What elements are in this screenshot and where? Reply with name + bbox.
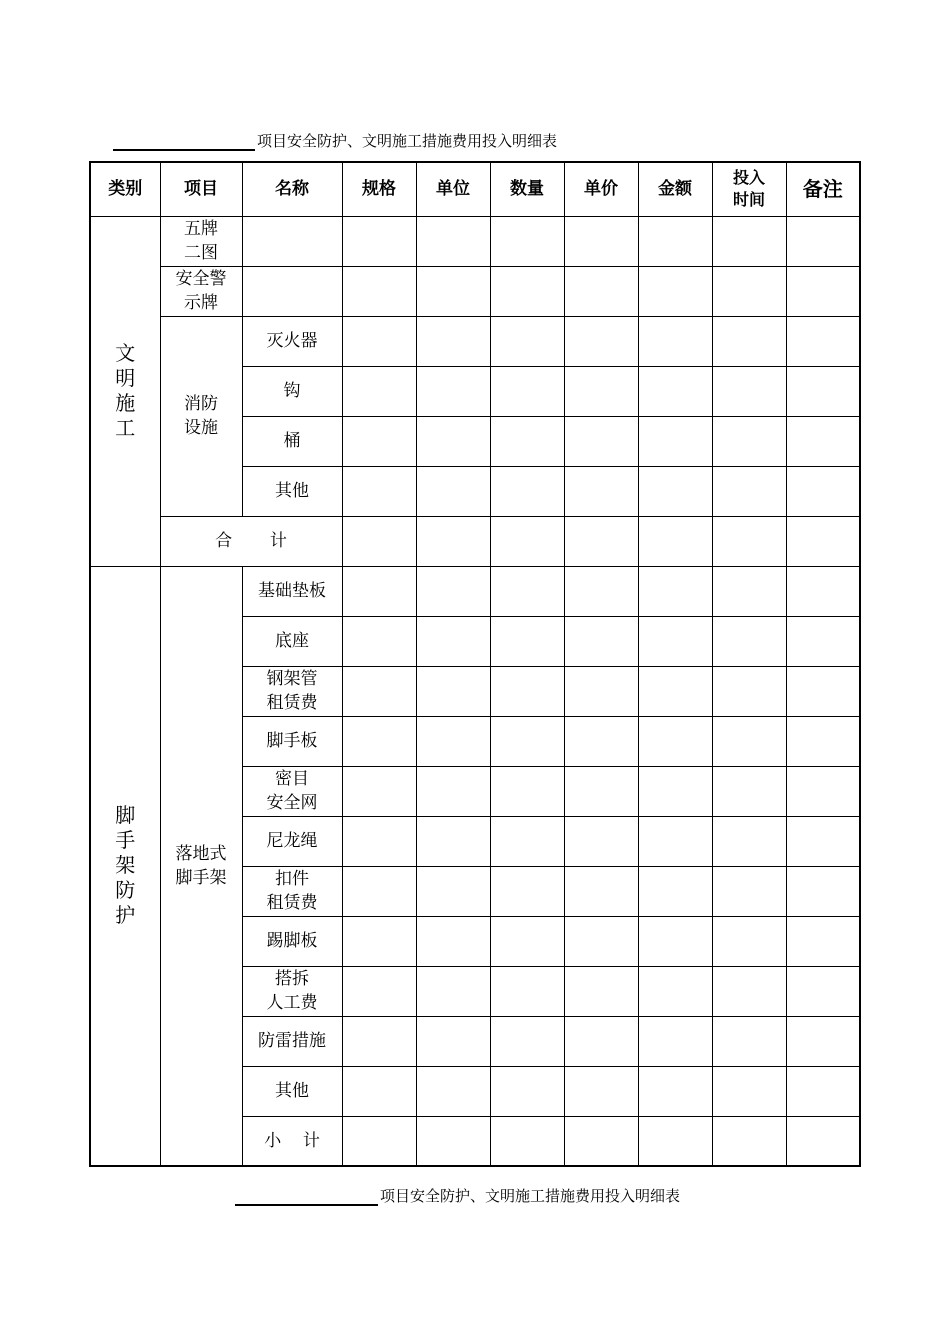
category-label: 脚手架防护: [115, 802, 136, 927]
name-line: 搭拆: [275, 969, 309, 989]
cell-amount[interactable]: [638, 416, 712, 466]
cell-unit-price[interactable]: [564, 216, 638, 266]
cell-amount[interactable]: [638, 616, 712, 666]
cell-spec[interactable]: [342, 916, 416, 966]
name-line: 底座: [275, 631, 309, 651]
cell-invest-time[interactable]: [712, 216, 786, 266]
cell-unit-price[interactable]: [564, 1016, 638, 1066]
cell-remarks[interactable]: [786, 766, 860, 816]
cell-quantity[interactable]: [490, 366, 564, 416]
cell-unit[interactable]: [416, 866, 490, 916]
cell-invest-time[interactable]: [712, 766, 786, 816]
cell-remarks[interactable]: [786, 916, 860, 966]
table-title-top: [113, 130, 557, 151]
cell-quantity[interactable]: [490, 966, 564, 1016]
cell-amount[interactable]: [638, 916, 712, 966]
title-text: 项目安全防护、文明施工措施费用投入明细表: [380, 1187, 681, 1205]
cell-unit[interactable]: [416, 916, 490, 966]
name-line: 租赁费: [266, 693, 318, 713]
table-row: [90, 316, 860, 366]
total-label-part2: 计: [269, 531, 287, 551]
cell-unit[interactable]: [416, 766, 490, 816]
cell-spec[interactable]: [342, 966, 416, 1016]
cell-unit[interactable]: [416, 666, 490, 716]
cell-amount[interactable]: [638, 316, 712, 366]
cell-invest-time[interactable]: [712, 416, 786, 466]
cell-remarks[interactable]: [786, 716, 860, 766]
cell-invest-time[interactable]: [712, 716, 786, 766]
cell-remarks[interactable]: [786, 466, 860, 516]
cell-quantity[interactable]: [490, 766, 564, 816]
cell-spec[interactable]: [342, 216, 416, 266]
cell-unit[interactable]: [416, 1066, 490, 1116]
cell-unit[interactable]: [416, 516, 490, 566]
cell-quantity[interactable]: [490, 916, 564, 966]
cell-amount[interactable]: [638, 366, 712, 416]
name-line: 计: [302, 1130, 320, 1151]
cell-spec[interactable]: [342, 766, 416, 816]
cell-spec[interactable]: [342, 1016, 416, 1066]
cell-amount[interactable]: [638, 266, 712, 316]
cell-unit[interactable]: [416, 416, 490, 466]
total-label: [160, 516, 342, 566]
cell-remarks[interactable]: [786, 566, 860, 616]
table-row: [90, 566, 860, 616]
cell-spec[interactable]: [342, 1066, 416, 1116]
cell-spec[interactable]: [342, 566, 416, 616]
cell-invest-time[interactable]: [712, 566, 786, 616]
cell-unit-price[interactable]: [564, 816, 638, 866]
name-line: 租赁费: [266, 893, 318, 913]
cell-invest-time[interactable]: [712, 1116, 786, 1166]
cell-spec[interactable]: [342, 716, 416, 766]
header-category: 类别: [90, 162, 160, 216]
header-item: 项目: [160, 162, 242, 216]
cell-quantity[interactable]: [490, 616, 564, 666]
cell-unit-price[interactable]: [564, 266, 638, 316]
header-name: 名称: [242, 162, 342, 216]
cell-quantity[interactable]: [490, 566, 564, 616]
cell-unit[interactable]: [416, 716, 490, 766]
name-line: 小: [264, 1130, 282, 1151]
project-name-blank: [235, 1188, 378, 1206]
header-quantity: 数量: [490, 162, 564, 216]
cell-unit[interactable]: [416, 366, 490, 416]
cell-invest-time[interactable]: [712, 866, 786, 916]
cell-quantity[interactable]: [490, 216, 564, 266]
category-label: 文明施工: [115, 340, 136, 440]
cell-amount[interactable]: [638, 466, 712, 516]
cell-remarks[interactable]: [786, 1066, 860, 1116]
name-bucket: 桶: [242, 416, 342, 466]
item-line1: 消防: [184, 394, 218, 414]
name-line: 安全网: [266, 793, 318, 813]
category-scaffold-protection: [90, 566, 160, 1166]
header-remarks: 备注: [786, 162, 860, 216]
cell-spec[interactable]: [342, 866, 416, 916]
cell-invest-time[interactable]: [712, 1066, 786, 1116]
cell-amount[interactable]: [638, 716, 712, 766]
cell-quantity[interactable]: [490, 466, 564, 516]
cell-name-label: [242, 716, 342, 766]
item-line1: 安全警: [175, 269, 227, 289]
cell-name[interactable]: [242, 266, 342, 316]
cell-spec[interactable]: [342, 466, 416, 516]
name-line: 人工费: [266, 993, 318, 1013]
cell-quantity[interactable]: [490, 316, 564, 366]
cell-invest-time[interactable]: [712, 816, 786, 866]
cell-unit-price[interactable]: [564, 866, 638, 916]
cell-quantity[interactable]: [490, 516, 564, 566]
cell-unit[interactable]: [416, 566, 490, 616]
cell-name-label: [242, 666, 342, 716]
cell-quantity[interactable]: [490, 1016, 564, 1066]
table-row: [90, 266, 860, 316]
item-line2: 设施: [184, 418, 218, 438]
cell-unit-price[interactable]: [564, 716, 638, 766]
cell-spec[interactable]: [342, 666, 416, 716]
cell-spec[interactable]: [342, 266, 416, 316]
name-line: 钢架管: [266, 669, 318, 689]
cell-name-label: [242, 816, 342, 866]
cell-unit-price[interactable]: [564, 616, 638, 666]
cell-unit[interactable]: [416, 816, 490, 866]
cell-spec[interactable]: [342, 366, 416, 416]
cell-quantity[interactable]: [490, 1066, 564, 1116]
cell-spec[interactable]: [342, 416, 416, 466]
item-line1: 五牌: [184, 219, 218, 239]
cell-unit[interactable]: [416, 966, 490, 1016]
cell-invest-time[interactable]: [712, 916, 786, 966]
cell-amount[interactable]: [638, 1016, 712, 1066]
cell-name-label: [242, 1016, 342, 1066]
item-line2: 示牌: [184, 293, 218, 313]
name-line: 基础垫板: [258, 581, 326, 601]
cell-unit-price[interactable]: [564, 466, 638, 516]
cell-name-label: [242, 1066, 342, 1116]
cell-unit-price[interactable]: [564, 366, 638, 416]
cell-name-label: [242, 766, 342, 816]
cell-unit-price[interactable]: [564, 516, 638, 566]
header-invest-time: [712, 162, 786, 216]
header-amount: 金额: [638, 162, 712, 216]
cell-remarks[interactable]: [786, 516, 860, 566]
name-fire-extinguisher: 灭火器: [242, 316, 342, 366]
cell-quantity[interactable]: [490, 716, 564, 766]
cell-amount[interactable]: [638, 866, 712, 916]
title-text: 项目安全防护、文明施工措施费用投入明细表: [257, 132, 558, 150]
name-hook: 钩: [242, 366, 342, 416]
cell-name-label: [242, 916, 342, 966]
cell-unit-price[interactable]: [564, 1116, 638, 1166]
cell-remarks[interactable]: [786, 416, 860, 466]
item-line2: 脚手架: [175, 867, 227, 888]
cell-invest-time[interactable]: [712, 466, 786, 516]
name-line: 防雷措施: [258, 1031, 326, 1051]
cell-remarks[interactable]: [786, 266, 860, 316]
cell-amount[interactable]: [638, 666, 712, 716]
cell-unit[interactable]: [416, 616, 490, 666]
cell-unit[interactable]: [416, 1116, 490, 1166]
cell-spec[interactable]: [342, 316, 416, 366]
header-spec: 规格: [342, 162, 416, 216]
cell-name-label: [242, 566, 342, 616]
name-line: 密目: [275, 769, 309, 789]
item-line1: 落地式: [175, 843, 227, 864]
cell-unit-price[interactable]: [564, 1066, 638, 1116]
cell-invest-time[interactable]: [712, 516, 786, 566]
cell-unit-price[interactable]: [564, 316, 638, 366]
cell-amount[interactable]: [638, 1116, 712, 1166]
header-unit: 单位: [416, 162, 490, 216]
cell-unit[interactable]: [416, 1016, 490, 1066]
cell-invest-time[interactable]: [712, 616, 786, 666]
cell-name-label: [242, 866, 342, 916]
cell-remarks[interactable]: [786, 216, 860, 266]
cell-spec[interactable]: [342, 1116, 416, 1166]
item-floor-scaffold: [160, 566, 242, 1166]
total-row: [90, 516, 860, 566]
cell-quantity[interactable]: [490, 1116, 564, 1166]
name-line: 踢脚板: [266, 931, 318, 951]
total-label-part1: 合: [215, 531, 233, 551]
header-invest-time-line1: 投入: [732, 168, 765, 188]
cell-unit-price[interactable]: [564, 666, 638, 716]
cell-unit[interactable]: [416, 216, 490, 266]
cell-amount[interactable]: [638, 566, 712, 616]
cell-unit-price[interactable]: [564, 416, 638, 466]
cell-invest-time[interactable]: [712, 266, 786, 316]
cell-invest-time[interactable]: [712, 1016, 786, 1066]
cell-remarks[interactable]: [786, 966, 860, 1016]
cell-remarks[interactable]: [786, 616, 860, 666]
cell-remarks[interactable]: [786, 666, 860, 716]
name-other: 其他: [242, 466, 342, 516]
header-row: [90, 162, 860, 216]
name-line: 脚手板: [266, 731, 318, 751]
cell-quantity[interactable]: [490, 266, 564, 316]
name-line: 其他: [275, 1081, 309, 1101]
name-line: 尼龙绳: [266, 831, 318, 851]
cell-amount[interactable]: [638, 766, 712, 816]
cell-amount[interactable]: [638, 1066, 712, 1116]
cell-invest-time[interactable]: [712, 666, 786, 716]
table-title-bottom: [235, 1185, 680, 1206]
cell-invest-time[interactable]: [712, 966, 786, 1016]
cell-unit-price[interactable]: [564, 566, 638, 616]
cell-invest-time[interactable]: [712, 366, 786, 416]
cell-name[interactable]: [242, 216, 342, 266]
project-name-blank: [113, 133, 255, 151]
cell-amount[interactable]: [638, 516, 712, 566]
cell-unit[interactable]: [416, 316, 490, 366]
header-invest-time-line2: 时间: [732, 190, 765, 210]
cell-unit-price[interactable]: [564, 966, 638, 1016]
cell-quantity[interactable]: [490, 416, 564, 466]
cell-amount[interactable]: [638, 966, 712, 1016]
cell-spec[interactable]: [342, 616, 416, 666]
item-safety-sign: [160, 266, 242, 316]
cell-unit[interactable]: [416, 266, 490, 316]
cell-remarks[interactable]: [786, 866, 860, 916]
cell-invest-time[interactable]: [712, 316, 786, 366]
cell-remarks[interactable]: [786, 816, 860, 866]
cell-quantity[interactable]: [490, 816, 564, 866]
item-line2: 二图: [184, 243, 218, 263]
category-civilized-construction: [90, 216, 160, 566]
cell-name-label: [242, 1116, 342, 1166]
table-row: [90, 216, 860, 266]
cell-remarks[interactable]: [786, 316, 860, 366]
item-wupai: [160, 216, 242, 266]
cell-quantity[interactable]: [490, 866, 564, 916]
item-fire-facilities: [160, 316, 242, 516]
cell-unit-price[interactable]: [564, 916, 638, 966]
cell-name-label: [242, 966, 342, 1016]
cell-quantity[interactable]: [490, 666, 564, 716]
cell-remarks[interactable]: [786, 1016, 860, 1066]
name-line: 扣件: [275, 869, 309, 889]
cell-amount[interactable]: [638, 816, 712, 866]
cell-remarks[interactable]: [786, 366, 860, 416]
expense-table: [89, 161, 861, 1167]
cell-unit[interactable]: [416, 466, 490, 516]
cell-name-label: [242, 616, 342, 666]
cell-spec[interactable]: [342, 516, 416, 566]
cell-amount[interactable]: [638, 216, 712, 266]
cell-remarks[interactable]: [786, 1116, 860, 1166]
cell-spec[interactable]: [342, 816, 416, 866]
cell-unit-price[interactable]: [564, 766, 638, 816]
header-unit-price: 单价: [564, 162, 638, 216]
